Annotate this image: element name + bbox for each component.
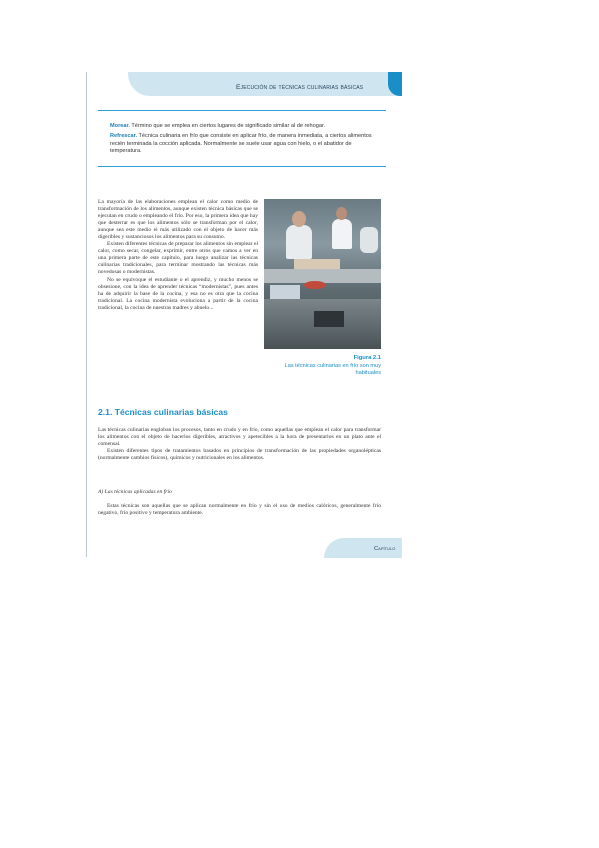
figure-label: Figura 2.1: [353, 355, 381, 361]
glossary-top-rule: [98, 110, 386, 111]
paragraph: No se equivoque el estudiante o el aprendiz, y mucho menos se obsesione, con la idea de aprender técnicas “modernistas”, pues antes ha de adquirir la base de la cocina, y esa no es otra que la cocina tradicional. La cocina modernista evoluciona a partir de la cocina tradicional, la cocina de nuestras madres y abuelo...: [98, 276, 258, 311]
section-text: [98, 427, 381, 462]
subsection-text: [98, 503, 381, 517]
glossary-definition: Técnica culinaria en frío que consiste en aplicar frío, de manera inmediata, a ciertos alimentos recién terminada la cocción aplicada. Normalmente se suele usar agua con hielo, o el abatidor de temperatura.: [110, 133, 372, 155]
glossary-bottom-rule: [98, 166, 386, 167]
glossary-definition: Término que se emplea en ciertos lugares de significado similar al de rehogar.: [129, 123, 326, 129]
glossary-entry: [110, 123, 378, 131]
intro-text: [98, 199, 258, 312]
subsection-heading: A) Las técnicas aplicadas en frío: [98, 489, 172, 495]
running-footer-label: Capítulo: [374, 546, 396, 552]
running-header-title: Ejecución de técnicas culinarias básicas: [236, 84, 364, 91]
paragraph: La mayoría de las elaboraciones emplean el calor como medio de transformación de los alimentos, aunque existen técnica básicas que se ejecutan en crudo o empleando el frío. Por eso, la primera idea que hay que desterrar es que los alimentos sólo se transforman por el calor, aunque sea este medio el más utilizado con el objeto de hacer más digeribles y sustanciosos los alimentos para su consumo.: [98, 199, 258, 241]
glossary-entry: [110, 133, 378, 156]
paragraph: Existen diferentes técnicas de preparar los alimentos sin emplear el calor, como secar, congelar, exprimir, entre otros que vamos a ver en una primera parte de este capítulo, para luego analizar las técnicas culinarias tradicionales, para terminar mostrando las técnicas más novedosas o modernistas.: [98, 241, 258, 276]
section-heading: 2.1. Técnicas culinarias básicas: [98, 407, 228, 417]
margin-rule: [86, 72, 87, 557]
figure-caption: Las técnicas culinarias en frío son muy habituales: [284, 363, 381, 376]
paragraph: Estas técnicas son aquellas que se aplican normalmente en frío y sin el uso de medios calóricos, generalmente frío negativo, frío positivo y temperatura ambiente.: [98, 503, 381, 517]
glossary-term: Morear.: [110, 123, 130, 129]
paragraph: Las técnicas culinarias engloban los procesos, tanto en crudo y en frío, como aquellas que emplean el calor para transformar los alimentos con el objeto de hacerlos digeribles, atractivos y apetecibles a la hora de presentarlos en un plato ante el comensal.: [98, 427, 381, 448]
glossary-term: Refrescar.: [110, 133, 138, 139]
paragraph: Existen diferentes tipos de tratamientos basados en principios de transformación de las propiedades organolépticas (normalmente cambios físicos), químicos y nutricionales en los alimentos.: [98, 448, 381, 462]
kitchen-photo: [264, 199, 381, 349]
